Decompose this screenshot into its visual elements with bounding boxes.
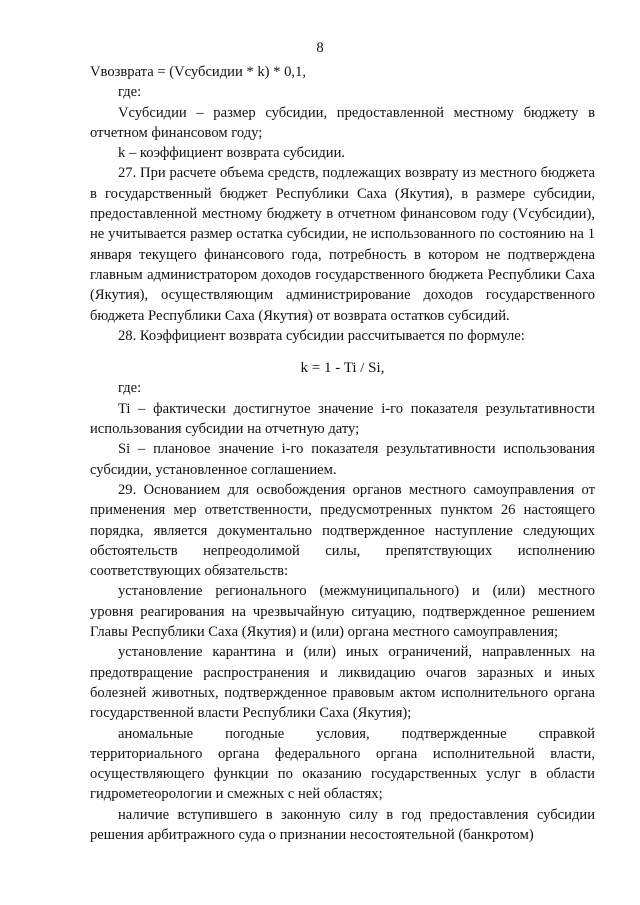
paragraph-29: 29. Основанием для освобождения органов местного самоуправления от применения мер ответственности, предусмотренных пунктом 26 настоящего порядка, является документально подтвержденное наступление следующих обстоятельств непреодолимой силы, препятствующих исполнению соответствующих обязательств: bbox=[90, 481, 595, 580]
paragraph-28: 28. Коэффициент возврата субсидии рассчитывается по формуле: bbox=[118, 327, 525, 344]
where-label-2: где: bbox=[118, 380, 142, 397]
list-item-quarantine: установление карантина и (или) иных ограничений, направленных на предотвращение распространения и ликвидацию очагов заразных и иных болезней животных, подтвержденное правовым актом исполнительного органа государственной власти Республики Саха (Якутия); bbox=[90, 644, 595, 722]
list-item-weather: аномальные погодные условия, подтвержденные справкой территориального органа федерального органа исполнительной власти, осуществляющего функции по оказанию государственных услуг в области гидрометеорологии и смежных с ней областях; bbox=[90, 725, 595, 803]
list-item-bankruptcy: наличие вступившего в законную силу в год предоставления субсидии решения арбитражного суда о признании несостоятельной (банкротом) bbox=[90, 806, 595, 843]
formula-return-volume: Vвозврата = (Vсубсидии * k) * 0,1, bbox=[90, 64, 307, 80]
definition-si: Si – плановое значение i-го показателя результативности использования субсидии, установленное соглашением. bbox=[90, 441, 595, 478]
page-number: 8 bbox=[316, 40, 324, 56]
where-label-1: где: bbox=[118, 84, 142, 101]
paragraph-27: 27. При расчете объема средств, подлежащих возврату из местного бюджета в государственный бюджет Республики Саха (Якутия), в размере субсидии, предоставленной местному бюджету в отчетном финансовом году (Vсубсидии), не учитывается размер остатка субсидии, не использованного по состоянию на 1 января текущего финансового года, потребность в котором не подтверждена главным администратором доходов государственного бюджета Республики Саха (Якутия), осуществляющим администрирование доходов государственного бюджета Республики Саха (Якутия) от возврата остатков субсидий. bbox=[90, 165, 595, 324]
definition-v-subsidy: Vсубсидии – размер субсидии, предоставленной местному бюджету в отчетном финансовом году; bbox=[90, 104, 595, 141]
document-body bbox=[90, 62, 595, 845]
definition-k: k – коэффициент возврата субсидии. bbox=[118, 145, 346, 162]
list-item-emergency: установление регионального (межмуниципального) и (или) местного уровня реагирования на чрезвычайную ситуацию, подтвержденное решением Главы Республики Саха (Якутия) и (или) органа местного самоуправления; bbox=[90, 583, 595, 641]
formula-coefficient: k = 1 - Ti / Si, bbox=[300, 360, 385, 377]
definition-ti: Ti – фактически достигнутое значение i-го показателя результативности использования субсидии на отчетную дату; bbox=[90, 400, 595, 438]
